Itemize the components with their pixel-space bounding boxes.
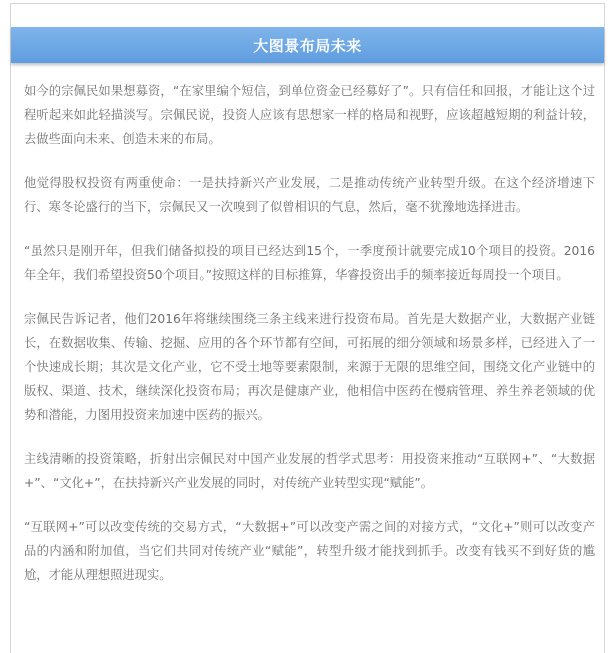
section-title: 大图景布局未来 [253,36,362,55]
paragraph-6: “互联网+”可以改变传统的交易方式，“大数据+”可以改变产需之间的对接方式，“文化+”则可以改变产品的内涵和附加值，当它们共同对传统产业“赋能”，转型升级才能找到抓手。改变有钱买不到好货的尴尬，才能从理想照进现实。 [24,520,595,582]
paragraph-3: “虽然只是刚开年，但我们储备拟投的项目已经达到15个，一季度预计就要完成10个项目的投资。2016年全年，我们希望投资50个项目。”按照这样的目标推算，华睿投资出手的频率接近每周投一个项目。 [24,244,595,282]
paragraph-5: 主线清晰的投资策略，折射出宗佩民对中国产业发展的哲学式思考：用投资来推动“互联网+”、“大数据+”、“文化+”，在扶持新兴产业发展的同时，对传统产业转型实现“赋能”。 [24,452,595,490]
paragraph-4: 宗佩民告诉记者，他们2016年将继续围绕三条主线来进行投资布局。首先是大数据产业，大数据产业链长，在数据收集、传输、挖掘、应用的各个环节都有空间，可拓展的细分领域和场景多样，已经进入了一个快速成长期；其次是文化产业，它不受土地等要素限制，来源于无限的思维空间，围绕文化产业链中的版权、渠道、技术，继续深化投资布局；再次是健康产业，他相信中医药在慢病管理、养生养老领域的优势和潜能，力图用投资来加速中医药的振兴。 [24,312,595,422]
article-card [10,3,605,653]
section-header [11,27,604,63]
article-body [24,79,595,607]
paragraph-1: 如今的宗佩民如果想募资，“在家里编个短信，到单位资金已经募好了”。只有信任和回报，才能让这个过程听起来如此轻描淡写。宗佩民说，投资人应该有思想家一样的格局和视野，应该超越短期的利益计较，去做些面向未来、创造未来的布局。 [24,84,595,146]
paragraph-2: 他觉得股权投资有两重使命：一是扶持新兴产业发展，二是推动传统产业转型升级。在这个经济增速下行、寒冬论盛行的当下，宗佩民又一次嗅到了似曾相识的气息，然后，毫不犹豫地选择进击。 [24,176,595,214]
